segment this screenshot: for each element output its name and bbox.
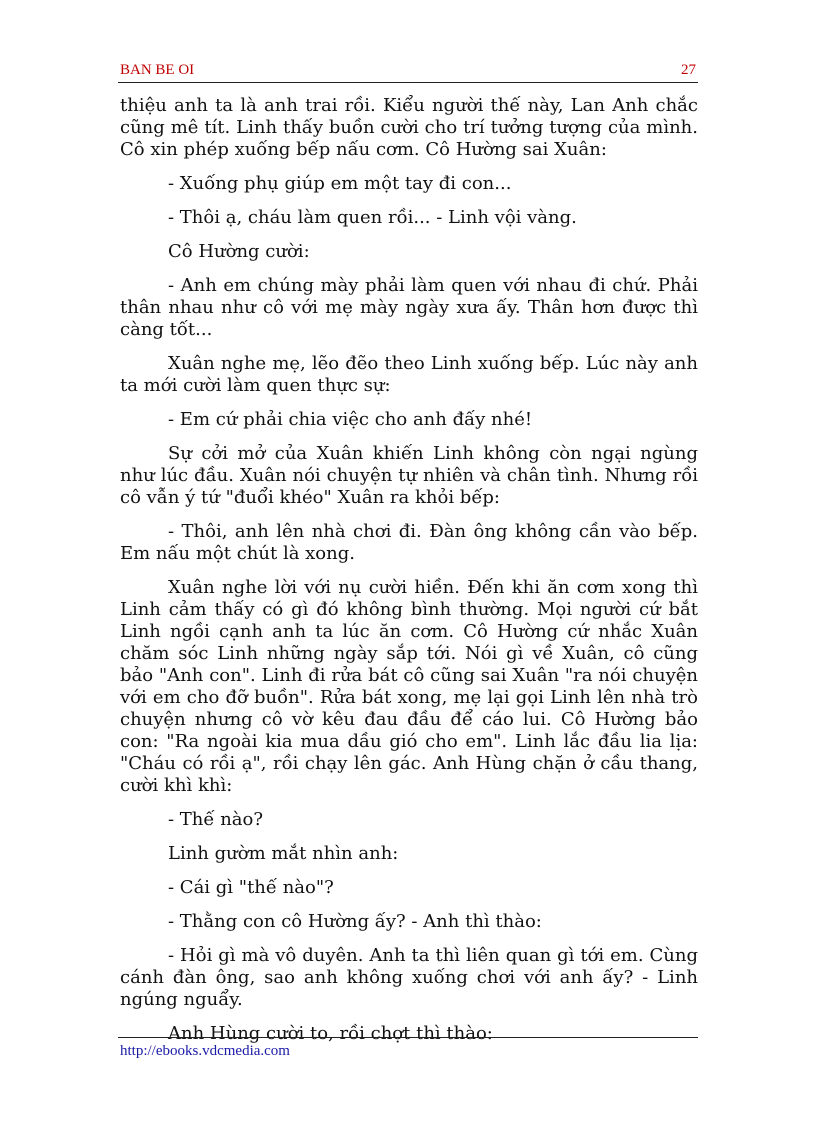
- paragraph: Anh Hùng cười to, rồi chợt thì thào:: [168, 1023, 493, 1044]
- paragraph: Cô Hường cười:: [168, 241, 310, 262]
- paragraph: thiệu anh ta là anh trai rồi. Kiểu người thế này, Lan Anh chắc cũng mê tít. Linh thấy buồn cười cho trí tưởng tượng của mình. Cô xin phép xuống bếp nấu cơm. Cô Hường sai Xuân:: [120, 95, 698, 160]
- paragraph: - Thôi ạ, cháu làm quen rồi... - Linh vội vàng.: [168, 207, 577, 228]
- paragraph: - Anh em chúng mày phải làm quen với nhau đi chứ. Phải thân nhau như cô với mẹ mày ngày xưa ấy. Thân hơn được thì càng tốt...: [120, 275, 698, 340]
- paragraph: - Thôi, anh lên nhà chơi đi. Đàn ông không cần vào bếp. Em nấu một chút là xong.: [120, 521, 698, 564]
- paragraph: Sự cởi mở của Xuân khiến Linh không còn ngại ngùng như lúc đầu. Xuân nói chuyện tự nhiên và chân tình. Nhưng rồi cô vẫn ý tứ "đuổi khéo" Xuân ra khỏi bếp:: [120, 443, 698, 508]
- paragraph: - Xuống phụ giúp em một tay đi con...: [168, 173, 512, 194]
- paragraph: Linh gườm mắt nhìn anh:: [168, 843, 399, 864]
- book-title: BAN BE OI: [120, 62, 195, 78]
- body-text: [120, 95, 698, 1045]
- paragraph: Xuân nghe mẹ, lẽo đẽo theo Linh xuống bếp. Lúc này anh ta mới cười làm quen thực sự:: [120, 353, 698, 396]
- paragraph: - Em cứ phải chia việc cho anh đấy nhé!: [168, 409, 533, 430]
- page-number: 27: [681, 62, 696, 78]
- paragraph: - Hỏi gì mà vô duyên. Anh ta thì liên quan gì tới em. Cùng cánh đàn ông, sao anh không xuống chơi với anh ấy? - Linh ngúng nguẩy.: [120, 945, 698, 1010]
- page-header: [118, 62, 698, 83]
- paragraph: - Thế nào?: [168, 809, 264, 830]
- footer-divider: [118, 1037, 698, 1038]
- paragraph: - Thằng con cô Hường ấy? - Anh thì thào:: [168, 911, 542, 932]
- paragraph: Xuân nghe lời với nụ cười hiền. Đến khi ăn cơm xong thì Linh cảm thấy có gì đó không bình thường. Mọi người cứ bắt Linh ngồi cạnh anh ta lúc ăn cơm. Cô Hường cứ nhắc Xuân chăm sóc Linh những ngày sắp tới. Nói gì về Xuân, cô cũng bảo "Anh con". Linh đi rửa bát cô cũng sai Xuân "ra nói chuyện với em cho đỡ buồn". Rửa bát xong, mẹ lại gọi Linh lên nhà trò chuyện nhưng cô vờ kêu đau đầu để cáo lui. Cô Hường bảo con: "Ra ngoài kia mua dầu gió cho em". Linh lắc đầu lia lịa: "Cháu có rồi ạ", rồi chạy lên gác. Anh Hùng chặn ở cầu thang, cười khì khì:: [120, 577, 698, 796]
- footer-link[interactable]: http://ebooks.vdcmedia.com: [120, 1043, 290, 1059]
- paragraph: - Cái gì "thế nào"?: [168, 877, 334, 898]
